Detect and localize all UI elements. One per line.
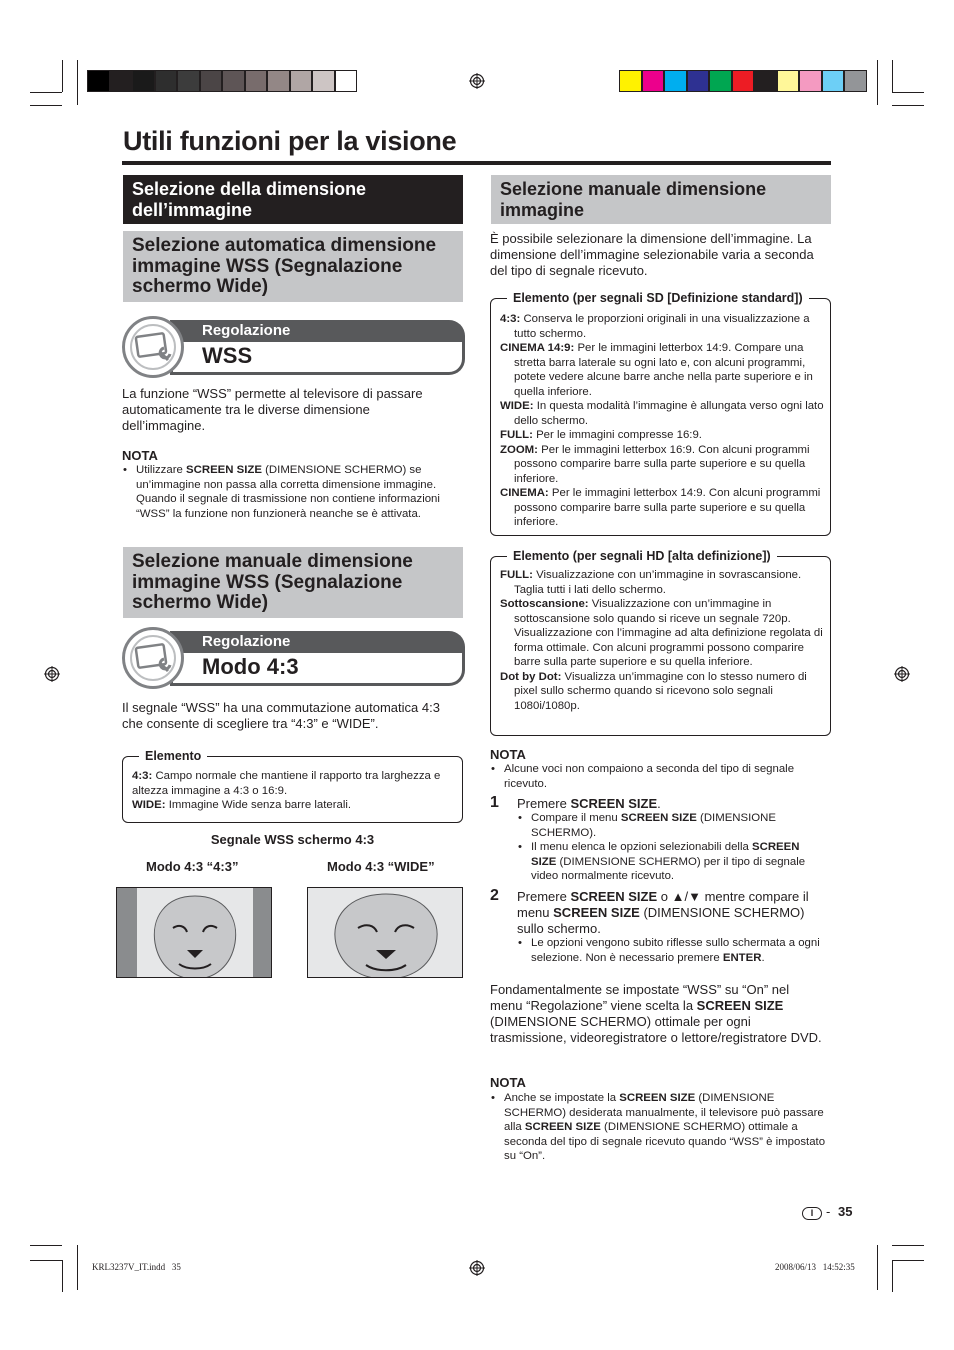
step-2-text: Premere SCREEN SIZE o ▲/▼ mentre compare il menu SCREEN SIZE (DIMENSIONE SCHERMO) sullo schermo. (517, 889, 809, 936)
nota-bullet: • Anche se impostate la SCREEN SIZE (DIMENSIONE SCHERMO) desiderata manualmente, il televisore può passare alla SCREEN SIZE (DIMENSIONE SCHERMO) ottimale a seconda del tipo di segnale ricevuto quando “WSS” è impostato su “On”. (504, 1091, 826, 1164)
grayscale-calibration-bars (87, 70, 357, 92)
step-2-bullet: • Le opzioni vengono subito riflesse sullo schermata a ogni selezione. Non è necessario premere ENTER. (531, 936, 827, 965)
right-intro: È possibile selezionare la dimensione dell’immagine. La dimensione dell’immagine selezionabile varia a seconda del tipo di segnale ricevuto. (490, 231, 814, 278)
nota-title: NOTA (490, 1075, 526, 1090)
page-title: Utili funzioni per la visione (123, 126, 457, 156)
hd-elemento-label: Elemento (per segnali HD [alta definizione]) (507, 549, 777, 563)
banner-modo (122, 627, 465, 693)
registration-mark-icon (469, 1260, 485, 1276)
section-heading-manual: Selezione manuale dimensione immagine (491, 175, 831, 224)
step-2-number: 2 (490, 887, 499, 904)
step-1-number: 1 (490, 794, 499, 811)
registration-mark-icon (469, 73, 485, 89)
file-name: KRL3237V_IT.indd 35 (92, 1262, 181, 1272)
calibration-swatch (687, 70, 710, 92)
page-number-dash: - (826, 1204, 831, 1219)
banner-item: WSS (202, 343, 253, 368)
elemento-item: Dot by Dot: Visualizza un’immagine con lo stesso numero di pixel sullo schermo quando si ricevono solo segnali 1080i/1080p. (500, 670, 807, 712)
signal-caption: Segnale WSS schermo 4:3 (210, 832, 375, 847)
calibration-swatch (110, 70, 133, 92)
elemento-item: FULL: Visualizzazione con un’immagine in sovrascansione. Taglia tutti i lati dello schermo. (500, 569, 802, 596)
elemento-item: Sottoscansione: Visualizzazione con un’immagine in sottoscansione solo quando si riceve un segnale 720p. Visualizzazione con l’immagine ad alta definizione regolata di forma ottimale. Con alcuni programmi possono comparire barre sulla parte superiore e su quella inferiore. (500, 598, 823, 668)
calibration-swatch (664, 70, 687, 92)
elemento-list: 4:3: Campo normale che mantiene il rapporto tra larghezza e altezza immagine a 4:3 o 16:9. WIDE: Immagine Wide senza barre laterali. (132, 770, 441, 811)
image-caption-wide: Modo 4:3 “WIDE” (327, 859, 435, 874)
calibration-swatch (290, 70, 313, 92)
elemento-item: WIDE: In questa modalità l’immagine è allungata verso ogni lato dello schermo. (500, 400, 824, 427)
sd-elemento-list (500, 312, 824, 530)
calibration-swatch (844, 70, 867, 92)
calibration-swatch (709, 70, 732, 92)
section-heading-manual-wss: Selezione manuale dimensione immagine WSS (Segnalazione schermo Wide) (123, 547, 463, 618)
calibration-swatch (619, 70, 642, 92)
calibration-swatch (777, 70, 800, 92)
lion-image-4-3 (116, 887, 272, 978)
calibration-swatch (642, 70, 665, 92)
calibration-swatch (312, 70, 335, 92)
language-badge: I (802, 1207, 822, 1220)
step-1-bullet: • Il menu elenca le opzioni selezionabili della SCREEN SIZE (DIMENSIONE SCHERMO) per il tipo di segnale video normalmente ricevuto. (531, 840, 827, 884)
step-1-text: Premere SCREEN SIZE. (517, 796, 661, 811)
nota-title: NOTA (490, 747, 526, 762)
banner-category: Regolazione (202, 322, 291, 339)
calibration-swatch (799, 70, 822, 92)
elemento-item: CINEMA: Per le immagini letterbox 14:9. Con alcuni programmi possono comparire barre sulla parte superiore e su quella inferiore. (500, 487, 821, 528)
lion-image-wide (307, 887, 463, 978)
calibration-swatch (335, 70, 358, 92)
settings-monitor-icon (134, 643, 174, 675)
registration-mark-icon (44, 666, 60, 682)
elemento-item: CINEMA 14:9: Per le immagini letterbox 14:9. Compare una stretta barra laterale su ogni lato e, con alcuni programmi, potete vedere alcune barre anche nella parte superiore e in quella inferiore. (500, 342, 813, 398)
calibration-swatch (822, 70, 845, 92)
banner-category: Regolazione (202, 633, 291, 650)
section-heading-auto-wss: Selezione automatica dimensione immagine WSS (Segnalazione schermo Wide) (123, 231, 463, 302)
modo-intro: Il segnale “WSS” ha una commutazione automatica 4:3 che consente di scegliere tra “4:3” e “WIDE”. (122, 700, 440, 731)
calibration-swatch (200, 70, 223, 92)
nota-bullet: • Alcune voci non compaiono a seconda del tipo di segnale ricevuto. (504, 762, 826, 791)
calibration-swatch (267, 70, 290, 92)
elemento-item: FULL: Per le immagini compresse 16:9. (500, 429, 702, 441)
registration-mark-icon (894, 666, 910, 682)
section-heading-dark: Selezione della dimensione dell’immagine (123, 175, 463, 224)
elemento-item: ZOOM: Per le immagini letterbox 16:9. Con alcuni programmi possono comparire barre sulla parte superiore e su quella inferiore. (500, 443, 810, 485)
title-rule (122, 161, 831, 165)
calibration-swatch (155, 70, 178, 92)
banner-item: Modo 4:3 (202, 654, 299, 679)
elemento-item: 4:3: Conserva le proporzioni originali in una visualizzazione a tutto schermo. (500, 313, 810, 340)
settings-monitor-icon (134, 332, 174, 364)
calibration-swatch (754, 70, 777, 92)
timestamp: 2008/06/13 14:52:35 (775, 1262, 855, 1272)
banner-wss (122, 316, 465, 382)
calibration-swatch (177, 70, 200, 92)
image-caption-4-3: Modo 4:3 “4:3” (146, 859, 239, 874)
wss-paragraph: Fondamentalmente se impostate “WSS” su “On” nel menu “Regolazione” viene scelta la SCREEN SIZE (DIMENSIONE SCHERMO) ottimale per ogni trasmissione, videoregistratore o lettore/registratore DVD. (490, 982, 822, 1045)
nota-bullet: • Utilizzare SCREEN SIZE (DIMENSIONE SCHERMO) se un’immagine non passa alla corretta dimensione immagine. Quando il segnale di trasmissione non contiene informazioni “WSS” la funzione non funzionerà neanche se è attivata. (136, 463, 462, 521)
wss-intro: La funzione “WSS” permette al televisore di passare automaticamente tra le diverse dimensione dell’immagine. (122, 386, 423, 433)
nota-title: NOTA (122, 448, 158, 463)
color-calibration-bars (619, 70, 867, 92)
step-1-bullet: • Compare il menu SCREEN SIZE (DIMENSIONE SCHERMO). (531, 811, 827, 840)
elemento-label: Elemento (139, 749, 207, 763)
hd-elemento-list (500, 568, 824, 713)
up-down-arrow-icon: ▲/▼ (671, 889, 701, 904)
calibration-swatch (245, 70, 268, 92)
calibration-swatch (222, 70, 245, 92)
calibration-swatch (87, 70, 110, 92)
calibration-swatch (732, 70, 755, 92)
calibration-swatch (132, 70, 155, 92)
page-number: 35 (838, 1204, 853, 1219)
sd-elemento-label: Elemento (per segnali SD [Definizione standard]) (507, 291, 809, 305)
